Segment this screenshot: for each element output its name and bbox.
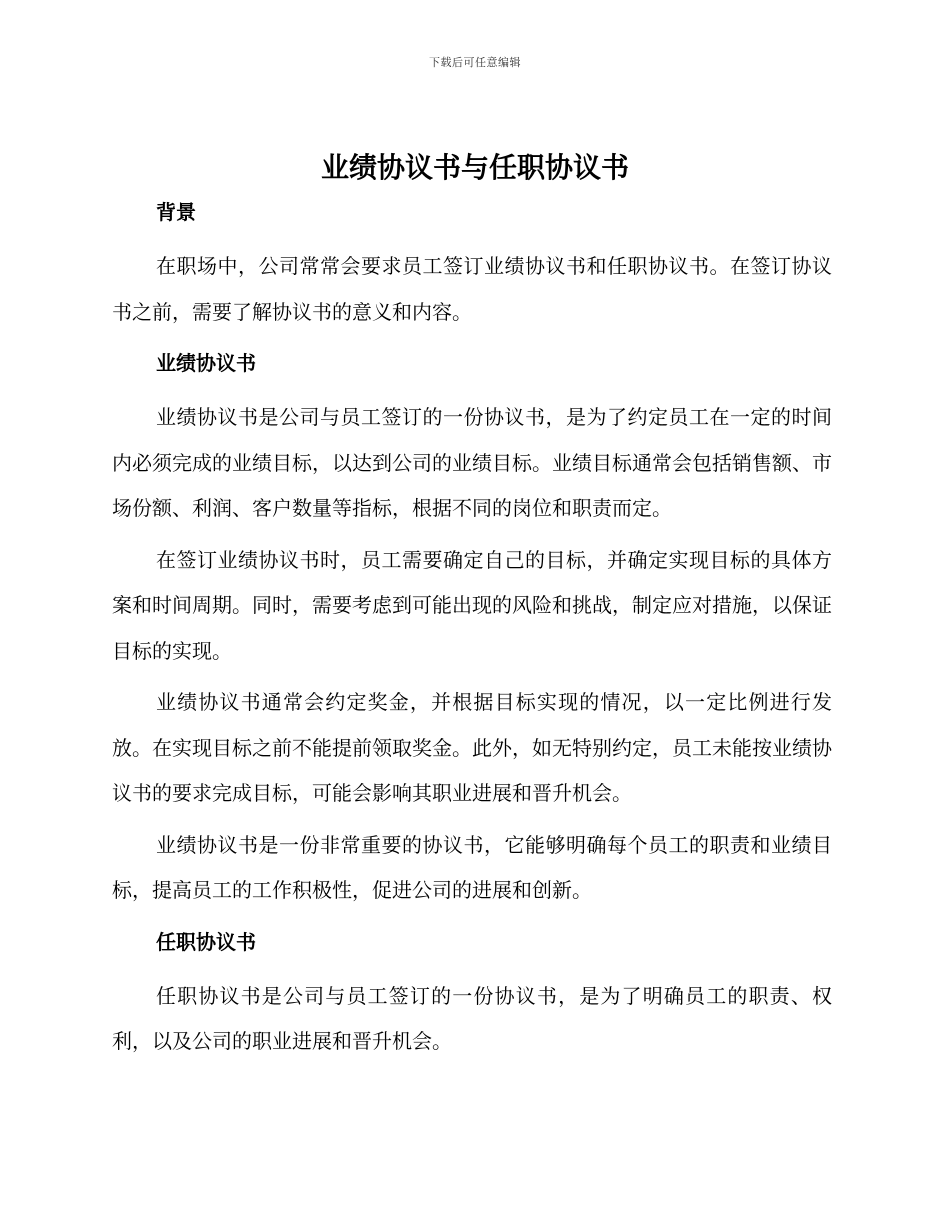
section-appointment-agreement	[112, 924, 832, 1065]
section-heading: 任职协议书	[156, 929, 256, 954]
paragraph: 业绩协议书通常会约定奖金，并根据目标实现的情况，以一定比例进行发放。在实现目标之前不能提前领取奖金。此外，如无特别约定，员工未能按业绩协议书的要求完成目标，可能会影响其职业进展和晋升机会。	[112, 690, 832, 805]
section-performance-agreement	[112, 345, 832, 914]
paragraph: 业绩协议书是公司与员工签订的一份协议书，是为了约定员工在一定的时间内必须完成的业绩目标，以达到公司的业绩目标。业绩目标通常会包括销售额、市场份额、利润、客户数量等指标，根据不同的岗位和职责而定。	[112, 405, 832, 520]
section-heading: 业绩协议书	[156, 351, 256, 375]
paragraph: 业绩协议书是一份非常重要的协议书，它能够明确每个员工的职责和业绩目标，提高员工的工作积极性，促进公司的进展和创新。	[112, 832, 832, 902]
header-note: 下载后可任意编辑	[429, 56, 521, 69]
section-heading: 背景	[156, 200, 196, 224]
section-background	[112, 194, 832, 335]
paragraph: 在签订业绩协议书时，员工需要确定自己的目标，并确定实现目标的具体方案和时间周期。同时，需要考虑到可能出现的风险和挑战，制定应对措施，以保证目标的实现。	[112, 547, 832, 663]
document-title: 业绩协议书与任职协议书	[320, 151, 629, 184]
paragraph: 任职协议书是公司与员工签订的一份协议书，是为了明确员工的职责、权利，以及公司的职业进展和晋升机会。	[112, 983, 832, 1053]
document-body	[112, 194, 832, 1071]
paragraph: 在职场中，公司常常会要求员工签订业绩协议书和任职协议书。在签订协议书之前，需要了解协议书的意义和内容。	[112, 254, 832, 324]
